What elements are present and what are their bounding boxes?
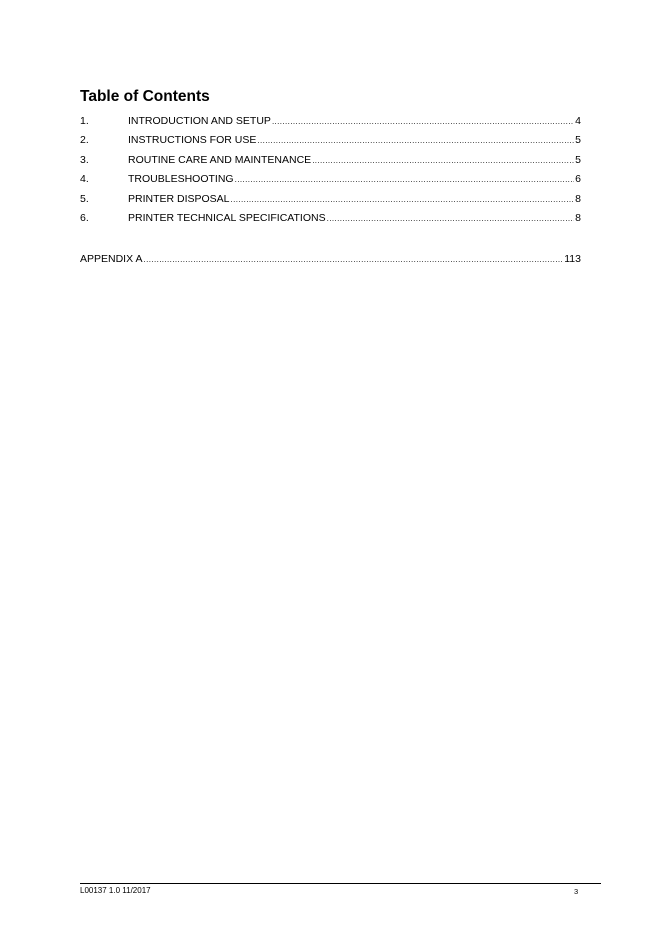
dot-leader (235, 170, 575, 189)
toc-number: 4. (80, 173, 89, 186)
toc-page-number: 5 (575, 153, 581, 166)
footer-doc-code: L00137 1.0 11/2017 (80, 886, 151, 895)
toc-row (80, 131, 581, 150)
toc-link-printer-disposal[interactable] (128, 190, 581, 209)
toc-number: 1. (80, 115, 89, 127)
toc-number: 2. (80, 134, 89, 147)
toc-label: INTRODUCTION AND SETUP (128, 115, 271, 127)
toc-number: 6. (80, 211, 89, 224)
dot-leader (257, 131, 574, 150)
toc-link-routine-care-and-maintenance[interactable] (128, 151, 581, 170)
toc-page-number: 4 (575, 115, 581, 127)
toc-page-number: 8 (575, 192, 581, 205)
toc-label: PRINTER DISPOSAL (128, 192, 230, 205)
toc-row (80, 170, 581, 189)
toc-page-number: 6 (575, 173, 581, 186)
toc-number: 5. (80, 192, 89, 205)
toc-row (80, 190, 581, 209)
toc-page-number: 8 (575, 211, 581, 224)
toc-label: ROUTINE CARE AND MAINTENANCE (128, 153, 312, 166)
toc-link-appendix-a[interactable] (80, 250, 581, 269)
toc-link-troubleshooting[interactable] (128, 170, 581, 189)
toc-link-instructions-for-use[interactable] (128, 131, 581, 150)
page-title: Table of Contents (80, 88, 210, 105)
dot-leader (231, 190, 575, 209)
footer-page-number: 3 (574, 887, 579, 896)
toc-page-number: 5 (575, 134, 581, 147)
toc-label: INSTRUCTIONS FOR USE (128, 134, 257, 147)
toc-label: PRINTER TECHNICAL SPECIFICATIONS (128, 211, 326, 224)
dot-leader (272, 112, 574, 131)
toc-label: TROUBLESHOOTING (128, 173, 234, 186)
toc-link-introduction-and-setup[interactable] (128, 112, 581, 131)
footer-divider (80, 883, 601, 884)
dot-leader (143, 250, 563, 269)
table-of-contents (80, 112, 581, 228)
toc-link-printer-technical-specifications[interactable] (128, 209, 581, 228)
toc-row (80, 151, 581, 170)
toc-row (80, 209, 581, 228)
toc-page-number: 113 (564, 253, 581, 265)
toc-row (80, 112, 581, 131)
dot-leader (327, 209, 575, 228)
toc-label: APPENDIX A (80, 253, 143, 265)
dot-leader (312, 151, 574, 170)
toc-number: 3. (80, 153, 89, 166)
